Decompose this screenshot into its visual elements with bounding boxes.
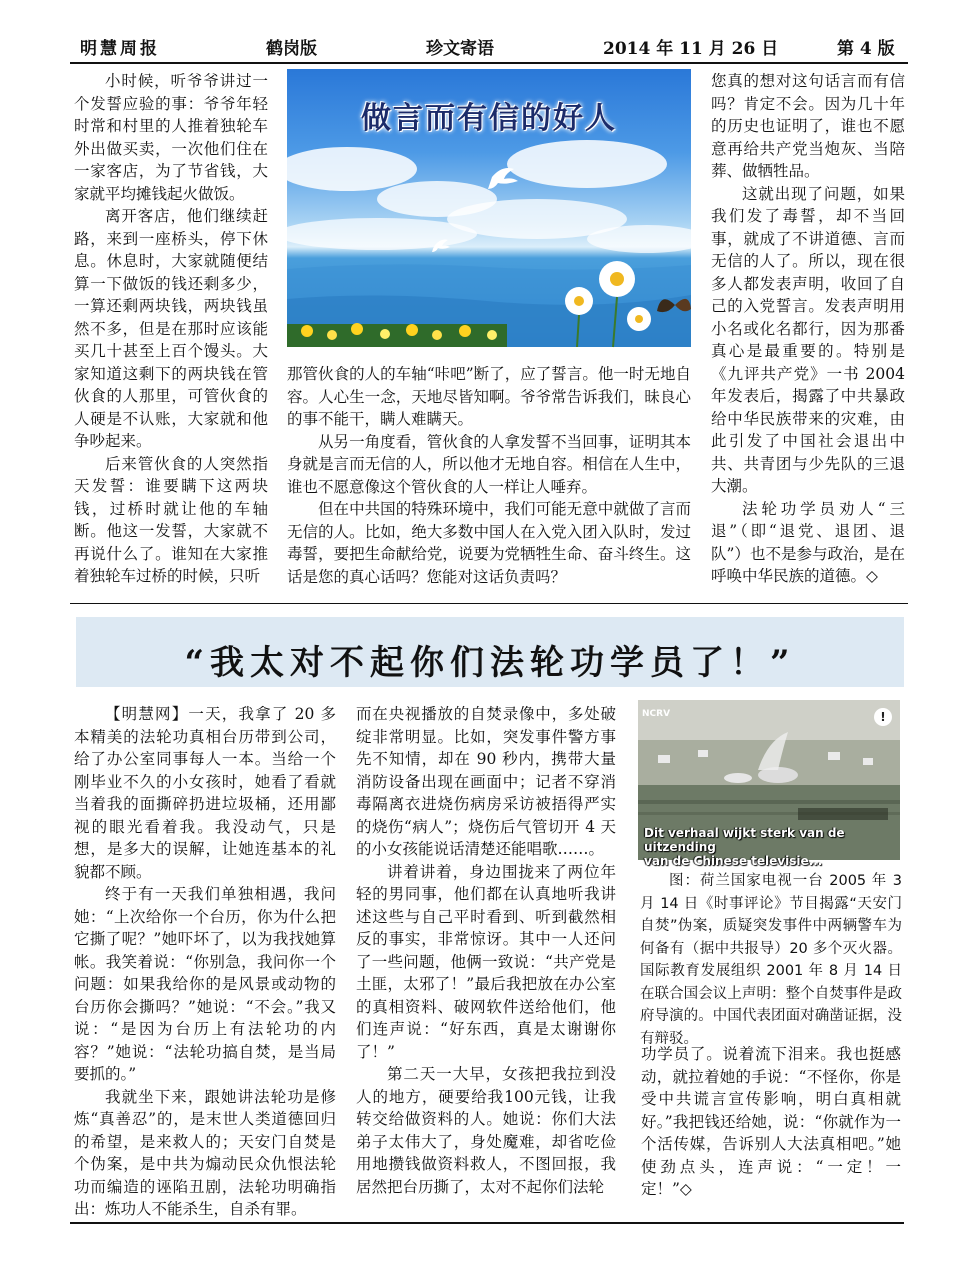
header-divider [70,62,908,64]
edition-name: 鹤岗版 [266,39,317,59]
paragraph: 但在中共国的特殊环境中，我们可能无意中就做了言而无信的人。比如，绝大多数中国人在入党入团入队时，发过毒誓，要把生命献给党，说要为党牺牲生命、奋斗终生。这话是您的真心话吗？您能对这话负责吗？ [287,500,691,586]
tv-screenshot-photo [638,700,900,868]
newspaper-name: 明慧周报 [80,39,160,59]
paragraph: 离开客店，他们继续赶路，来到一座桥头，停下休息。休息时，大家就随便结算一下做饭的钱还剩多少，一算还剩两块钱，两块钱虽然不多，但是在那时应该能买几十甚至上百个馒头。大家知道这剩下的两块钱在管伙食的人那里，可管伙食的人硬是不认账，大家就和他争吵起来。 [74,207,268,450]
article2-column3 [641,1043,901,1201]
footer-divider [70,1222,904,1224]
page-header [70,34,910,60]
paragraph: 而在央视播放的自焚录像中，多处破绽非常明显。比如，突发事件警方事先不知情，却在 90 秒内，携带大量消防设备出现在画面中；记者不穿消毒隔离衣进烧伤病房采访被捂得严实的烧伤“病人”；烧伤后气管切开 4 天的小女孩能说话清楚还能唱歌……。 [356,705,616,858]
article1-column2 [287,363,691,588]
paragraph: 从另一角度看，管伙食的人拿发誓不当回事，证明其本身就是言而无信的人，所以他才无地自容。相信在人生中，谁也不愿意像这个管伙食的人一样让人唾弃。 [287,432,691,496]
paragraph: 您真的想对这句话言而有信吗？肯定不会。因为几十年的历史也证明了，谁也不愿意再给共产党当炮灰、当陪葬、做牺牲品。 [711,72,905,180]
tv-channel-logo: NCRV [642,709,671,719]
paragraph: 后来管伙食的人突然指天发誓：谁要瞒下这两块钱，过桥时就让他的车轴断。他这一发誓，大家就不再说什么了。谁知在大家推着独轮车过桥的时候，只听 [74,454,268,585]
page-number: 第 4 版 [837,39,895,59]
figure-caption: 图：荷兰国家电视一台 2005 年 3 月 14 日《时事评论》节目揭露“天安门自焚”伪案，质疑突发事件中两辆警车为何备有（据中共报导）20 多个灭火器。国际教育发展组织 2001 年 8 月 14 日在联合国会议上声明：整个自焚事件是政府导演的。中国代表团面对确凿证据，没有辩驳。 [640,873,902,1047]
paragraph: 我就坐下来，跟她讲法轮功是修炼“真善忍”的，是末世人类道德回归的希望，是来救人的；天安门自焚是个伪案，是中共为煽动民众仇恨法轮功而编造的诬陷丑剧，法轮功明确指出：炼功人不能杀生，自杀有罪。 [74,1087,336,1218]
article2-column1 [74,703,336,1221]
paragraph: 这就出现了问题，如果我们发了毒誓，却不当回事，就成了不讲道德、言而无信的人了。所以，现在很多人都发表声明，收回了自己的入党誓言。发表声明用小名或化名都行，因为那番真心是最重要的。特别是《九评共产党》一书 2004年发表后，揭露了中共暴政给中华民族带来的灾难，由此引发了中国社会退出中共、共青团与少先队的三退大潮。 [711,184,905,495]
paragraph: 那管伙食的人的车轴“咔吧”断了，应了誓言。他一时无地自容。人心生一念，天地尽皆知啊。爷爷常告诉我们，昧良心的事不能干，瞒人难瞒天。 [287,365,691,428]
article1-illustration [287,69,691,347]
paragraph: 讲着讲着，身边围拢来了两位年轻的男同事，他们都在认真地听我讲述这些与自己平时看到、听到截然相反的事实，非常惊讶。其中一人还问了一些问题，他俩一致说：“共产党是土匪，太邪了！”最后我把放在办公室的真相资料、破网软件送给他们，他们连声说：“好东西，真是太谢谢你了！” [356,862,616,1061]
info-icon: ! [874,708,892,726]
paragraph: 终于有一天我们单独相遇，我问她：“上次给你一个台历，你为什么把它撕了呢？”她吓坏了，以为我找她算帐。我笑着说：“你别急，我问你一个问题：如果我给你的是风景或动物的台历你会撕吗？”她说：“不会。”我又说：“是因为台历上有法轮功的内容？”她说：“法轮功搞自焚，是当局要抓的。” [74,885,336,1083]
paragraph: 法轮功学员劝人“三退”（即“退党、退团、退队”）也不是参与政治，是在呼唤中华民族的道德。◇ [711,499,905,585]
article2-headline-banner [76,617,904,687]
paragraph: 功学员了。说着流下泪来。我也挺感动，就拉着她的手说：“不怪你，你是受中共谎言宣传影响，明白真相就好。”我把钱还给她，说：“你就作为一个活传媒，告诉别人大法真相吧。”她使劲点头，连声说：“一定！一定！”◇ [641,1045,901,1198]
issue-date: 2014 年 11 月 26 日 [603,39,779,59]
article1-column3 [711,70,905,588]
tv-subtitle [644,826,896,868]
paragraph: 小时候，听爷爷讲过一个发誓应验的事：爷爷年轻时常和村里的人推着独轮车外出做买卖，一次他们住在一家客店，为了节省钱，大家就平均摊钱起火做饭。 [74,72,268,203]
illustration-title: 做言而有信的好人 [361,101,617,136]
tv-subtitle-line1: Dit verhaal wijkt sterk van de uitzending [644,826,845,854]
tv-subtitle-line2: van de Chinese televisie... [644,854,823,868]
column-name: 珍文寄语 [426,39,494,59]
article2-column2 [356,703,616,1198]
paragraph: 【明慧网】一天，我拿了 20 多本精美的法轮功真相台历带到公司，给了办公室同事每人一本。当给一个刚毕业不久的小女孩时，她看了看就当着我的面撕碎扔进垃圾桶，还用鄙视的眼光看着我。我没动气，只是想，是多大的误解，让她连基本的礼貌都不顾。 [74,705,336,881]
paragraph: 第二天一大早，女孩把我拉到没人的地方，硬要给我100元钱，让我转交给做资料的人。她说：你们大法弟子太伟大了，身处魔难，却省吃俭用地攒钱做资料救人，不图回报，我居然把台历撕了，太对不起你们法轮 [356,1065,616,1196]
article-divider [70,603,908,604]
article2-headline: “我太对不起你们法轮功学员了！” [184,643,796,683]
article1-column1 [74,70,268,588]
